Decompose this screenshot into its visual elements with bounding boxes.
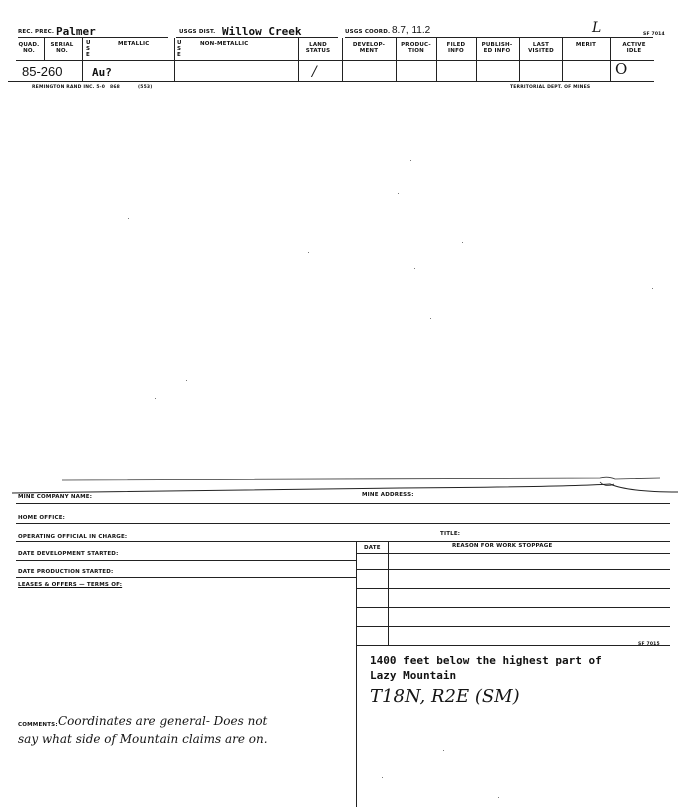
scan-speck <box>155 398 156 399</box>
date-development-label: DATE DEVELOPMENT STARTED: <box>18 551 119 557</box>
col-divider-9 <box>519 38 520 81</box>
department-label: TERRITORIAL DEPT. OF MINES <box>510 85 591 90</box>
location-line-2: Lazy Mountain <box>370 669 457 682</box>
stoppage-row-1 <box>356 569 670 570</box>
col-divider-10 <box>562 38 563 81</box>
printer-code-1: 868 <box>110 85 120 90</box>
form-number-bottom: SF 7015 <box>638 642 660 647</box>
col-published-info: PUBLISH- ED INFO <box>481 42 513 54</box>
operating-official-label: OPERATING OFFICIAL IN CHARGE: <box>18 534 128 540</box>
location-line-1: 1400 feet below the highest part of <box>370 654 602 667</box>
stoppage-left-border <box>356 541 357 807</box>
stoppage-row-4 <box>356 626 670 627</box>
col-land-status: LAND STATUS <box>305 42 331 54</box>
card-top-edge <box>0 470 678 500</box>
mine-address-label: MINE ADDRESS: <box>362 492 414 498</box>
operating-official-line <box>16 541 670 542</box>
scan-speck <box>652 288 653 289</box>
scan-speck <box>128 218 129 219</box>
home-office-line <box>16 523 670 524</box>
col-quad-no: QUAD. NO. <box>18 42 40 54</box>
col-serial-no: SERIAL NO. <box>50 42 74 54</box>
col-divider-2 <box>82 38 83 81</box>
check-mark: L <box>592 20 602 36</box>
active-idle-mark: O <box>615 60 628 78</box>
quad-serial-value: 85-260 <box>22 64 63 79</box>
col-divider-7 <box>436 38 437 81</box>
scan-speck <box>410 160 411 161</box>
leases-label: LEASES & OFFERS — TERMS OF: <box>18 582 123 588</box>
mine-company-line <box>16 503 670 504</box>
col-use-nonmetallic: U S E <box>177 40 182 58</box>
comments-line-2: say what side of Mountain claims are on. <box>18 732 268 746</box>
scan-speck <box>430 318 431 319</box>
stoppage-row-2 <box>356 588 670 589</box>
form-number-top: SF 7014 <box>643 32 665 37</box>
home-office-label: HOME OFFICE: <box>18 515 66 521</box>
col-divider-11 <box>610 38 611 81</box>
stoppage-date-divider <box>388 541 389 645</box>
usgs-dist-value: Willow Creek <box>222 25 302 38</box>
col-divider-8 <box>476 38 477 81</box>
usgs-coord-label: USGS COORD. <box>345 29 391 35</box>
col-development: DEVELOP- MENT <box>352 42 386 54</box>
scan-speck <box>398 193 399 194</box>
col-divider-5 <box>342 38 343 81</box>
col-divider-1 <box>44 38 45 60</box>
township-range: T18N, R2E (SM) <box>370 686 520 707</box>
date-development-line <box>16 560 356 561</box>
printer-text: REMINGTON RAND INC. 5-0 <box>32 85 106 90</box>
col-metallic: METALLIC <box>118 41 150 47</box>
scan-speck <box>462 242 463 243</box>
stoppage-row-3 <box>356 607 670 608</box>
col-filed-info: FILED INFO <box>446 42 466 54</box>
land-status-mark: / <box>312 64 317 80</box>
printer-code-2: (553) <box>138 85 153 90</box>
mine-company-label: MINE COMPANY NAME: <box>18 494 93 500</box>
col-header-bottom-line <box>16 60 654 61</box>
col-merit: MERIT <box>575 42 597 48</box>
rec-prec-value: Palmer <box>56 25 96 38</box>
usgs-dist-label: USGS DIST. <box>179 29 216 35</box>
comments-line-1: Coordinates are general- Does not <box>58 714 268 728</box>
scan-speck <box>414 268 415 269</box>
date-production-line <box>16 577 356 578</box>
date-col-label: DATE <box>364 545 381 551</box>
usgs-coord-value: 8.7, 11.2 <box>392 25 431 36</box>
title-label: TITLE: <box>440 531 461 537</box>
col-production: PRODUC- TION <box>401 42 431 54</box>
top-card <box>0 0 678 100</box>
row-bottom-line <box>8 81 654 82</box>
col-divider-3 <box>174 38 175 81</box>
reason-col-label: REASON FOR WORK STOPPAGE <box>452 543 553 549</box>
col-divider-4 <box>298 38 299 81</box>
bottom-card <box>0 470 678 807</box>
scan-speck <box>308 252 309 253</box>
rec-prec-label: REC. PREC. <box>18 29 55 35</box>
scan-speck <box>186 380 187 381</box>
stoppage-header-line <box>356 553 670 554</box>
usgs-coord-underline <box>345 37 653 38</box>
col-use-metallic: U S E <box>86 40 91 58</box>
comments-label: COMMENTS: <box>18 722 58 728</box>
rec-prec-underline <box>18 37 168 38</box>
date-production-label: DATE PRODUCTION STARTED: <box>18 569 114 575</box>
metallic-value: Au? <box>92 66 112 79</box>
col-non-metallic: NON-METALLIC <box>200 41 249 47</box>
stoppage-row-5 <box>356 645 670 646</box>
usgs-dist-underline <box>176 37 338 38</box>
col-divider-6 <box>396 38 397 81</box>
col-last-visited: LAST VISITED <box>528 42 554 54</box>
col-active-idle: ACTIVE IDLE <box>622 42 646 54</box>
